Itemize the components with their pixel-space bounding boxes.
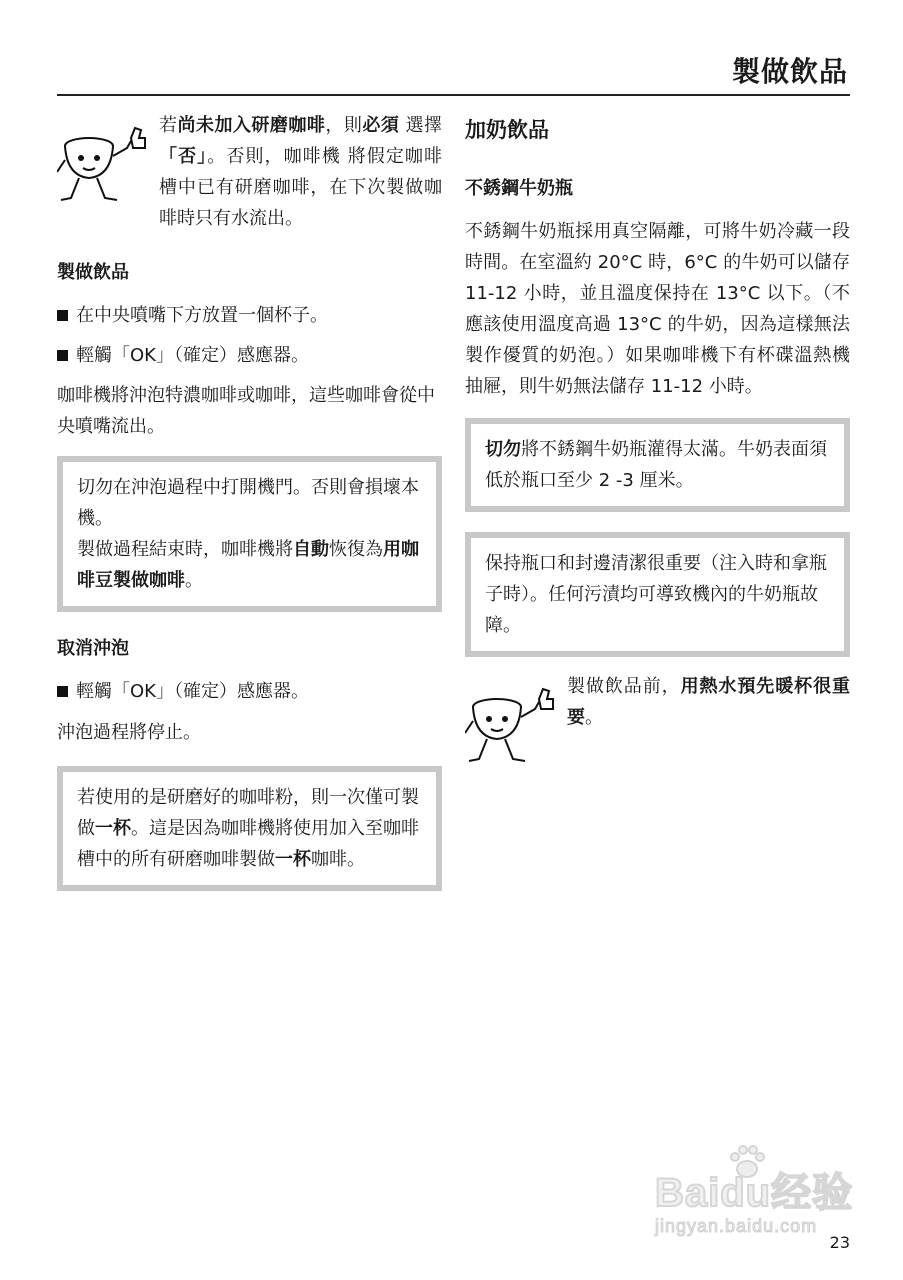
warning-bold: 用咖啡豆製做咖啡 — [77, 539, 419, 591]
note-part: 若使用的是研磨好的咖啡粉，則一次僅可製做 — [77, 787, 419, 839]
warning-box — [57, 456, 442, 612]
list-item — [57, 676, 442, 707]
note-box — [465, 532, 850, 657]
tip-block — [465, 671, 850, 767]
warning-part: 將不銹鋼牛奶瓶灌得太滿。牛奶表面須低於瓶口至少 2 -3 厘米。 — [485, 439, 827, 491]
note-text — [77, 782, 424, 875]
tip-pre: 製做飲品前， — [567, 676, 681, 697]
warning-text — [485, 434, 832, 496]
note-box — [57, 766, 442, 891]
warning-part: 製做過程結束時，咖啡機將 — [77, 539, 293, 560]
body-paragraph: 沖泡過程將停止。 — [57, 722, 201, 743]
body-paragraph: 不銹鋼牛奶瓶採用真空隔離，可將牛奶冷藏一段時間。在室溫約 20°C 時，6°C 的牛奶可以儲存 11-12 小時，並且溫度保持在 13°C 以下。（不應該使用溫度高過 13°C 的牛奶，因為這樣無法製作優質的奶泡。）如果咖啡機下有杯碟溫熱機抽屜，則牛奶無法儲存 11-12 小時。 — [465, 221, 850, 397]
tip-bold1: 尚未加入研磨咖啡 — [177, 115, 326, 136]
page-title: 製做飲品 — [731, 55, 848, 88]
warning-bold: 切勿 — [485, 439, 521, 460]
left-column — [57, 110, 442, 891]
note-bold: 一杯 — [275, 849, 311, 870]
watermark-url: jingyan.baidu.com — [655, 1216, 818, 1236]
tip-line2a: 選擇 — [405, 115, 442, 136]
note-text: 保持瓶口和封邊清潔很重要（注入時和拿瓶子時）。任何污漬均可導致機內的牛奶瓶故障。 — [485, 553, 827, 636]
list-item-text: 在中央噴嘴下方放置一個杯子。 — [76, 305, 328, 326]
tip-line2b: 。否則，咖啡機 — [207, 146, 341, 167]
tip-line4: 啡，在下次製做咖啡時只有水流出。 — [159, 177, 442, 229]
subheading-milk-bottle: 不銹鋼牛奶瓶 — [465, 178, 573, 199]
coffee-cup-mascot-icon — [465, 677, 565, 767]
section-heading-cancel-brew: 取消沖泡 — [57, 638, 129, 659]
watermark-logo: Baidu经验 — [655, 1171, 854, 1215]
list-item — [57, 340, 442, 371]
baidu-watermark — [655, 1143, 860, 1243]
tip-bold: 用熱水預先暖杯很重要 — [567, 676, 851, 728]
tip-post: 。 — [585, 707, 603, 728]
tip-bold3: 「否」 — [159, 146, 208, 167]
note-bold: 一杯 — [95, 818, 131, 839]
page-number: 23 — [829, 1233, 850, 1252]
warning-box — [465, 418, 850, 512]
tip-mid: ，則 — [325, 115, 363, 136]
section-heading-make-drinks: 製做飲品 — [57, 262, 129, 283]
warning-text-1: 切勿在沖泡過程中打開機門。否則會損壞本機。 — [77, 477, 419, 529]
list-item-text: 輕觸「OK」（確定）感應器。 — [76, 681, 309, 702]
right-column — [465, 110, 850, 767]
warning-part: 恢復為 — [329, 539, 383, 560]
warning-bold: 自動 — [293, 539, 329, 560]
warning-text-2 — [77, 534, 424, 596]
tip-pre: 若 — [159, 115, 178, 136]
tip-block — [57, 110, 442, 234]
note-part: 。這是因為咖啡機將使用加入至咖啡槽中的所有研磨咖啡製做 — [77, 818, 419, 870]
body-paragraph: 咖啡機將沖泡特濃咖啡或咖啡，這些咖啡會從中央噴嘴流出。 — [57, 385, 435, 437]
section-heading-milk-drinks: 加奶飲品 — [465, 118, 549, 142]
list-item-text: 輕觸「OK」（確定）感應器。 — [76, 345, 309, 366]
note-part: 咖啡。 — [311, 849, 365, 870]
bullet-square-icon — [57, 686, 68, 697]
bullet-square-icon — [57, 350, 68, 361]
bullet-square-icon — [57, 310, 68, 321]
tip-line3: 將假定咖啡槽中已有研磨咖 — [159, 146, 443, 198]
tip-bold2: 必須 — [362, 115, 400, 136]
coffee-cup-mascot-icon — [57, 116, 157, 206]
warning-part: 。 — [185, 570, 203, 591]
list-item — [57, 300, 442, 331]
header-divider — [57, 94, 850, 96]
